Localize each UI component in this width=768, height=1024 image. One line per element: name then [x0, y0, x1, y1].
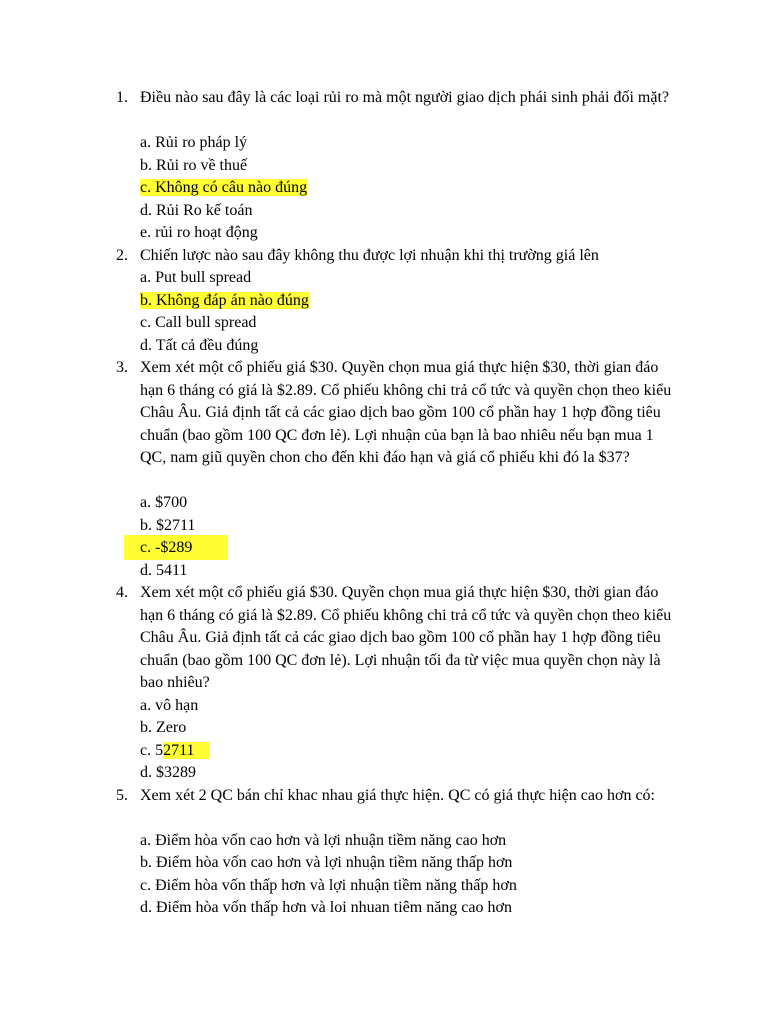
option-e: e. rủi ro hoạt động: [140, 224, 258, 241]
option-c: c. Điểm hòa vốn thấp hơn và lợi nhuận tiềm năng thấp hơn: [140, 877, 517, 894]
option-b-highlighted: [140, 290, 309, 313]
option-b: b. Điểm hòa vốn cao hơn và lợi nhuận tiềm năng thấp hơn: [140, 854, 513, 871]
option-d: d. Điểm hòa vốn thấp hơn và loi nhuan tiêm năng cao hơn: [140, 899, 512, 916]
option-b: b. Rủi ro về thuế: [140, 157, 248, 174]
highlighted-answer: 2711: [163, 742, 208, 759]
option-prefix: c. 5: [140, 742, 164, 759]
option-a: a. $700: [140, 494, 188, 511]
option-b: b. Zero: [140, 719, 187, 736]
question-number: 3.: [116, 359, 128, 376]
question-text: Xem xét một cổ phiếu giá $30. Quyền chọn mua giá thực hiện $30, thời gian đáo hạn 6 tháng có giá là $2.89. Cổ phiếu không chi trả cổ tức và quyền chọn theo kiểu Châu Âu. Giả định tất cả các giao dịch bao gồm 100 cổ phần hay 1 hợp đồng tiêu chuẩn (bao gồm 100 QC đơn lẻ). Lợi nhuận của bạn là bao nhiêu nếu bạn mua 1 QC, nam giũ quyền chon cho đến khi đáo hạn và giá cổ phiếu khi đó la $37?: [140, 359, 672, 467]
option-c-highlighted: c. -$289: [140, 539, 193, 556]
question-number: 5.: [116, 787, 128, 804]
question-text: Chiến lược nào sau đây không thu được lợi nhuận khi thị trường giá lên: [140, 247, 599, 264]
option-a: a. Rủi ro pháp lý: [140, 134, 248, 151]
option-c-highlighted: [140, 177, 307, 200]
option-a: a. Put bull spread: [140, 269, 252, 286]
option-c: c. Call bull spread: [140, 314, 257, 331]
option-c-partially-highlighted: [140, 740, 209, 763]
question-number: 2.: [116, 247, 128, 264]
question-text: Xem xét một cổ phiếu giá $30. Quyền chọn mua giá thực hiện $30, thời gian đáo hạn 6 tháng có giá là $2.89. Cổ phiếu không chi trả cổ tức và quyền chọn theo kiểu Châu Âu. Giả định tất cả các giao dịch bao gồm 100 cổ phần hay 1 hợp đồng tiêu chuẩn (bao gồm 100 QC đơn lẻ). Lợi nhuận tối đa từ việc mua quyền chọn này là bao nhiêu?: [140, 584, 672, 692]
option-d: d. 5411: [140, 562, 188, 579]
question-number: 4.: [116, 584, 128, 601]
question-text: Điều nào sau đây là các loại rủi ro mà một người giao dịch phái sinh phải đối mặt?: [140, 89, 669, 106]
option-a: a. Điểm hòa vốn cao hơn và lợi nhuận tiềm năng cao hơn: [140, 832, 507, 849]
highlighted-answer: c. Không có câu nào đúng: [140, 179, 308, 196]
question-text: Xem xét 2 QC bán chỉ khac nhau giá thực hiện. QC có giá thực hiện cao hơn có:: [140, 787, 655, 804]
option-a: a. vô hạn: [140, 697, 199, 714]
option-d: d. $3289: [140, 764, 196, 781]
option-d: d. Rủi Ro kế toán: [140, 202, 253, 219]
option-b: b. $2711: [140, 517, 196, 534]
question-number: 1.: [116, 89, 128, 106]
highlighted-answer: b. Không đáp án nào đúng: [140, 292, 309, 309]
option-d: d. Tất cả đều đúng: [140, 337, 259, 354]
